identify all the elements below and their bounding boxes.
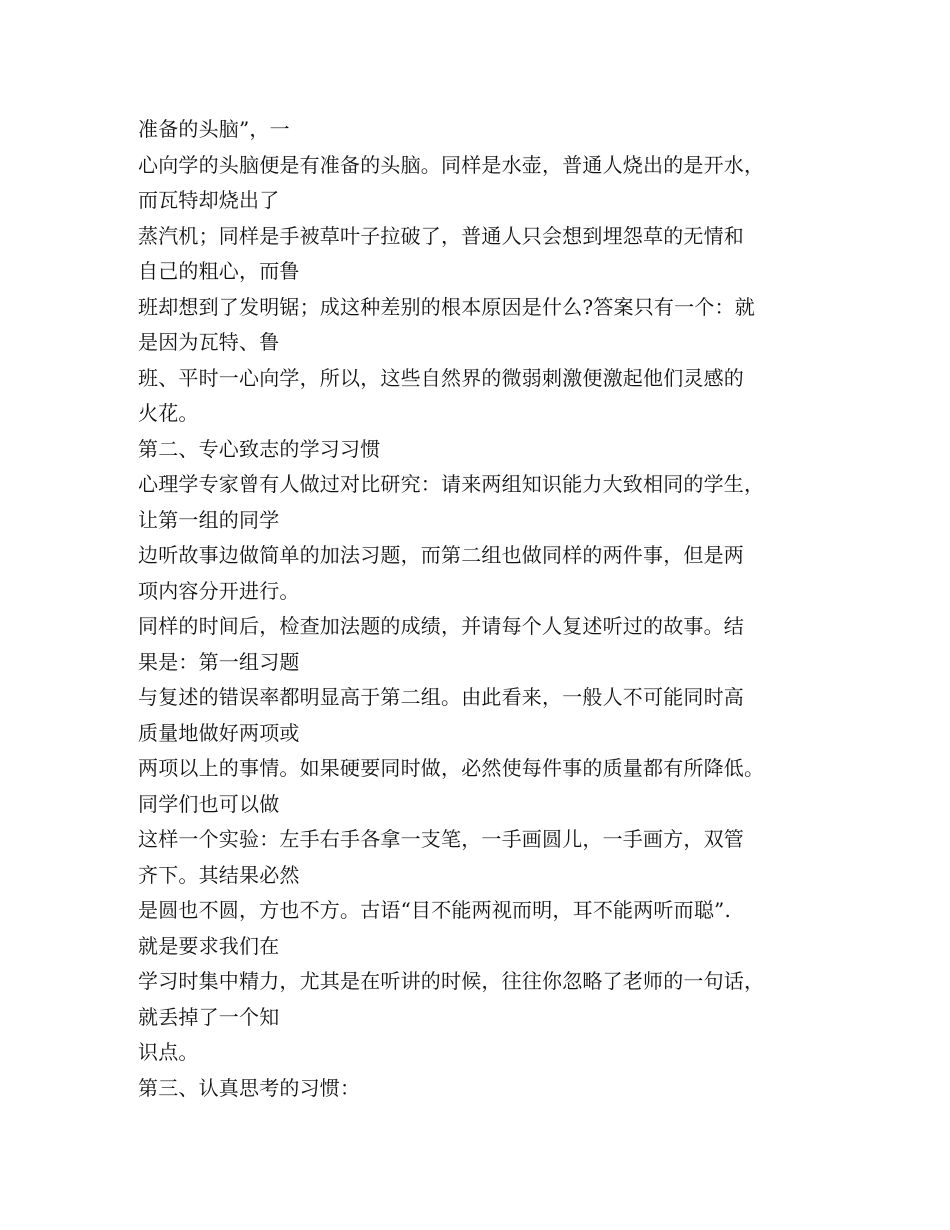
text-line: 而瓦特却烧出了 [138, 188, 280, 212]
text-line: 边听故事边做简单的加法习题，而第二组也做同样的两件事，但是两 [138, 543, 744, 567]
text-line: 质量地做好两项或 [138, 720, 300, 745]
text-line: 准备的头脑”，一 [138, 117, 290, 141]
text-line: 就是要求我们在 [138, 933, 280, 958]
text-line: 果是：第一组习题 [138, 649, 300, 674]
text-line: 火花。 [138, 401, 199, 425]
text-line: 心向学的头脑便是有准备的头脑。同样是水壶，普通人烧出的是开水， [138, 152, 765, 177]
body-text [138, 112, 828, 1106]
text-line: 齐下。其结果必然 [138, 862, 300, 887]
text-line: 蒸汽机；同样是手被草叶子拉破了，普通人只会想到埋怨草的无情和 [138, 223, 744, 248]
text-line: 是因为瓦特、鲁 [138, 330, 280, 354]
text-line: 项内容分开进行。 [138, 578, 300, 603]
text-line: 班却想到了发明锯；成这种差别的根本原因是什么?答案只有一个：就 [138, 294, 755, 319]
text-line: 班、平时一心向学，所以，这些自然界的微弱刺激便激起他们灵感的 [138, 365, 744, 390]
text-line: 识点。 [138, 1040, 199, 1064]
section-heading-3: 第三、认真思考的习惯： [138, 1075, 361, 1100]
text-line: 与复述的错误率都明显高于第二组。由此看来，一般人不可能同时高 [138, 685, 744, 709]
section-heading-2: 第二、专心致志的学习习惯 [138, 436, 381, 461]
text-line: 自己的粗心，而鲁 [138, 259, 300, 283]
text-line: 这样一个实验：左手右手各拿一支笔，一手画圆儿，一手画方，双管 [138, 827, 744, 851]
text-line: 让第一组的同学 [138, 507, 280, 532]
text-line: 就丢掉了一个知 [138, 1004, 280, 1029]
text-line: 同学们也可以做 [138, 791, 280, 816]
text-line: 同样的时间后，检查加法题的成绩，并请每个人复述听过的故事。结 [138, 614, 744, 638]
text-line: 心理学专家曾有人做过对比研究：请来两组知识能力大致相同的学生， [138, 472, 765, 496]
text-line: 学习时集中精力，尤其是在听讲的时候，往往你忽略了老师的一句话， [138, 969, 765, 993]
text-line: 是圆也不圆，方也不方。古语“目不能两视而明，耳不能两听而聪”. [138, 898, 732, 922]
text-line: 两项以上的事情。如果硬要同时做，必然使每件事的质量都有所降低。 [138, 756, 765, 780]
